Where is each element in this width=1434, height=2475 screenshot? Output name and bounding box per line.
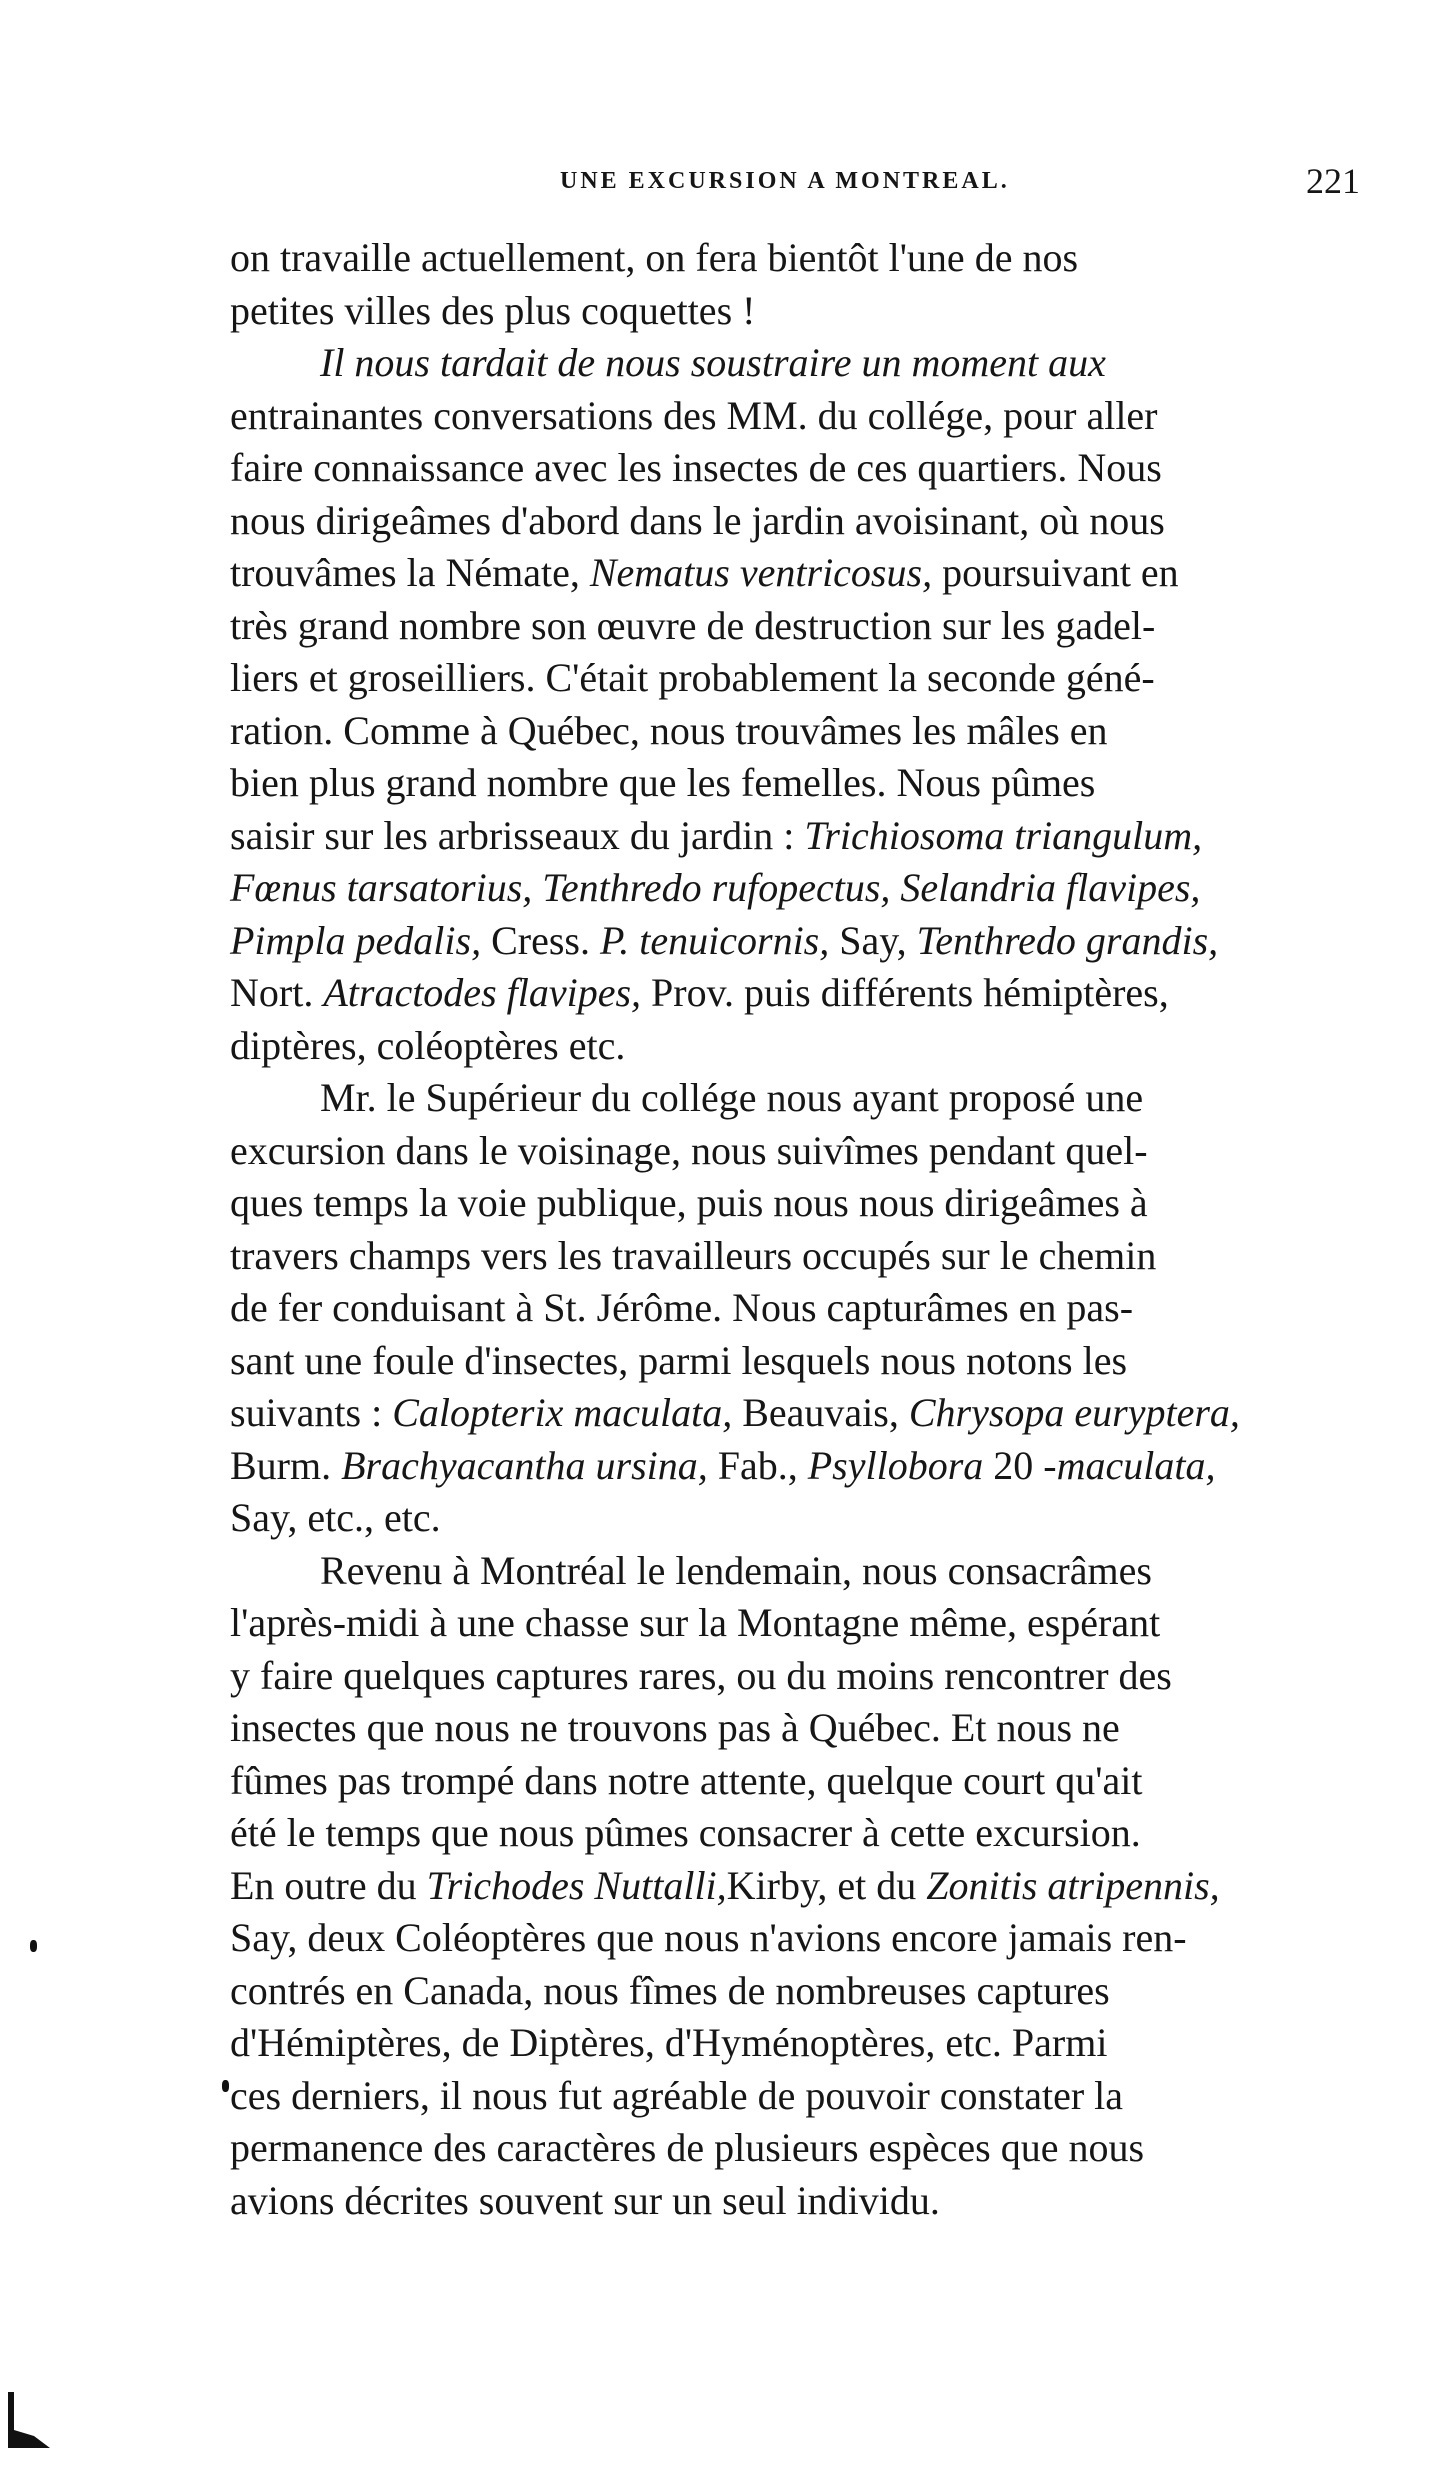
italic-text: Tenthredo grandis, — [916, 917, 1219, 963]
text-line — [230, 1860, 1360, 1913]
text-segment: excursion dans le voisinage, nous suivîmes pendant quel- — [230, 1127, 1148, 1173]
italic-text: Trichiosoma triangulum, — [804, 812, 1203, 858]
text-segment: Revenu à Montréal le lendemain, nous consacrâmes — [320, 1547, 1152, 1593]
text-segment: Prov. puis différents hémiptères, — [641, 970, 1169, 1015]
text-segment: insectes que nous ne trouvons pas à Québec. Et nous ne — [230, 1705, 1120, 1750]
text-segment: Fab., — [707, 1442, 808, 1488]
text-line — [230, 1335, 1360, 1388]
text-line — [230, 547, 1360, 600]
body-text — [230, 232, 1360, 2227]
text-line — [230, 1125, 1360, 1178]
text-segment: travers champs vers les travailleurs occupés sur le chemin — [230, 1232, 1157, 1278]
text-line — [230, 1020, 1360, 1073]
text-line — [230, 1440, 1360, 1493]
text-segment: d'Hémiptères, de Diptères, d'Hyménoptères, etc. Parmi — [230, 2020, 1108, 2065]
text-segment: bien plus grand nombre que les femelles. Nous pûmes — [230, 760, 1096, 805]
text-line — [230, 652, 1360, 705]
text-line — [230, 285, 1360, 338]
text-line — [230, 1702, 1360, 1755]
text-line — [230, 1597, 1360, 1650]
stray-mark — [222, 2080, 229, 2092]
text-segment: poursuivant en — [932, 550, 1179, 595]
text-segment: diptères, coléoptères etc. — [230, 1022, 626, 1068]
text-segment: Say, etc., etc. — [230, 1495, 441, 1540]
text-segment: sant une foule d'insectes, parmi lesquels nous notons les — [230, 1337, 1128, 1383]
corner-scan-mark — [4, 2390, 54, 2450]
text-segment: 20 - — [983, 1442, 1057, 1488]
italic-text: Trichodes Nuttalli, — [426, 1862, 727, 1908]
text-line — [230, 915, 1360, 968]
paragraph — [230, 1545, 1360, 2228]
text-line — [230, 442, 1360, 495]
text-segment: liers et groseilliers. C'était probablement la seconde géné- — [230, 655, 1155, 700]
text-line — [230, 1282, 1360, 1335]
text-segment: suivants : — [230, 1390, 393, 1435]
text-line — [230, 600, 1360, 653]
text-line — [230, 337, 1360, 390]
running-title: UNE EXCURSION A MONTREAL. — [560, 168, 1010, 194]
italic-text: Calopterix maculata, — [392, 1390, 733, 1435]
text-line — [230, 1387, 1360, 1440]
text-segment: on travaille actuellement, on fera bientôt l'une de nos — [230, 235, 1079, 280]
text-line — [230, 757, 1360, 810]
text-segment: ration. Comme à Québec, nous trouvâmes les mâles en — [230, 707, 1108, 753]
text-segment: Kirby, et du — [726, 1862, 927, 1908]
text-line — [230, 967, 1360, 1020]
italic-text: P. tenuicornis, — [599, 917, 830, 963]
text-segment: Say, — [829, 917, 917, 963]
text-segment: En outre du — [230, 1862, 427, 1908]
text-segment: saisir sur les arbrisseaux du jardin : — [230, 812, 805, 858]
text-segment: trouvâmes la Némate, — [230, 550, 590, 595]
text-line — [230, 1492, 1360, 1545]
italic-text: Atractodes flavipes, — [323, 970, 642, 1015]
text-line — [230, 705, 1360, 758]
stray-mark — [30, 1940, 37, 1952]
text-line — [230, 495, 1360, 548]
text-segment: été le temps que nous pûmes consacrer à cette excursion. — [230, 1810, 1141, 1855]
text-line — [230, 810, 1360, 863]
italic-text: Fœnus tarsatorius, Tenthredo rufopectus, Selandria flavipes, — [230, 865, 1201, 910]
text-segment: permanence des caractères de plusieurs espèces que nous — [230, 2125, 1145, 2170]
italic-text: maculata, — [1056, 1442, 1216, 1488]
text-line — [230, 2017, 1360, 2070]
text-segment: Burm. — [230, 1442, 342, 1488]
italic-text: Pimpla pedalis, — [230, 917, 482, 963]
paragraph — [230, 232, 1360, 337]
italic-text: Nematus ventricosus, — [589, 550, 933, 595]
text-segment: Cress. — [481, 917, 600, 963]
text-segment: de fer conduisant à St. Jérôme. Nous capturâmes en pas- — [230, 1285, 1134, 1330]
text-segment: Nort. — [230, 970, 324, 1015]
text-line — [230, 1177, 1360, 1230]
italic-text: Chrysopa eurypterа, — [908, 1390, 1240, 1435]
text-segment: l'après-midi à une chasse sur la Montagne même, espérant — [230, 1600, 1161, 1645]
text-line — [230, 862, 1360, 915]
text-segment: petites villes des plus coquettes ! — [230, 287, 756, 333]
italic-text: Il nous tardait de nous soustraire un moment aux — [320, 340, 1106, 385]
text-segment: ques temps la voie publique, puis nous nous dirigeâmes à — [230, 1180, 1148, 1225]
text-segment: entrainantes conversations des MM. du collége, pour aller — [230, 392, 1158, 438]
text-segment: Mr. le Supérieur du collége nous ayant proposé une — [320, 1075, 1144, 1120]
text-line — [230, 232, 1360, 285]
text-line — [230, 1965, 1360, 2018]
text-line — [230, 1072, 1360, 1125]
text-line — [230, 1545, 1360, 1598]
text-line — [230, 2070, 1360, 2123]
text-line — [230, 1230, 1360, 1283]
text-segment: fûmes pas trompé dans notre attente, quelque court qu'ait — [230, 1757, 1143, 1803]
text-line — [230, 1807, 1360, 1860]
page-number: 221 — [1306, 161, 1360, 201]
page-header — [230, 160, 1360, 210]
text-segment: avions décrites souvent sur un seul individu. — [230, 2177, 940, 2223]
paragraph — [230, 337, 1360, 1072]
text-line — [230, 1650, 1360, 1703]
text-segment: Beauvais, — [732, 1390, 909, 1435]
text-line — [230, 390, 1360, 443]
text-line — [230, 2122, 1360, 2175]
text-segment: contrés en Canada, nous fîmes de nombreuses captures — [230, 1967, 1110, 2013]
text-segment: y faire quelques captures rares, ou du moins rencontrer des — [230, 1652, 1172, 1698]
text-segment: ces derniers, il nous fut agréable de pouvoir constater la — [230, 2072, 1124, 2118]
text-segment: très grand nombre son œuvre de destruction sur les gadel- — [230, 602, 1156, 648]
italic-text: Zonitis atripennis, — [926, 1862, 1220, 1908]
text-line — [230, 2175, 1360, 2228]
italic-text: Brachyacantha ursina, — [341, 1442, 708, 1488]
paragraph — [230, 1072, 1360, 1545]
text-segment: faire connaissance avec les insectes de ces quartiers. Nous — [230, 445, 1162, 490]
italic-text: Psyllobora — [807, 1442, 984, 1488]
text-segment: Say, deux Coléoptères que nous n'avions encore jamais ren- — [230, 1915, 1187, 1960]
text-segment: nous dirigeâmes d'abord dans le jardin avoisinant, où nous — [230, 497, 1165, 543]
text-line — [230, 1755, 1360, 1808]
text-line — [230, 1912, 1360, 1965]
